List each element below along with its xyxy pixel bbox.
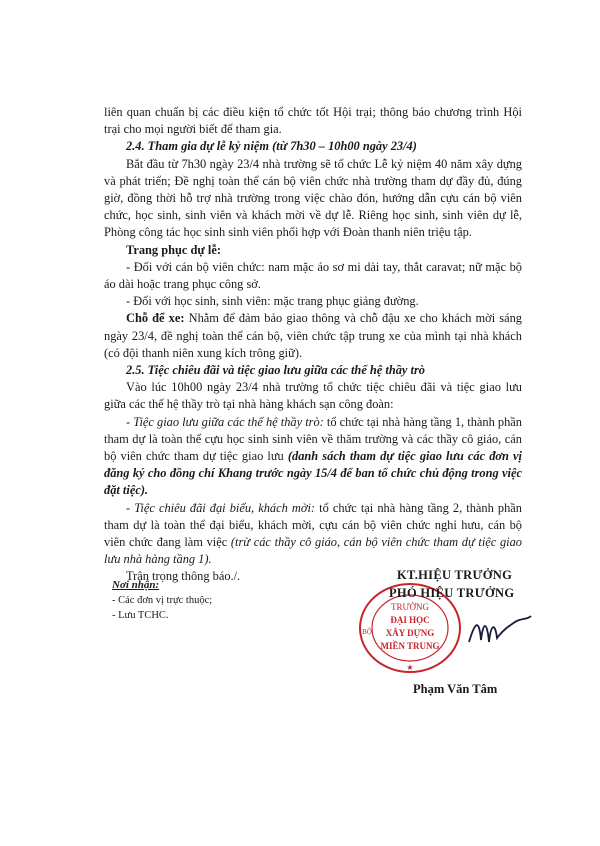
- paragraph-parking: [104, 310, 522, 362]
- exchange-party-note: (danh sách tham dự tiệc giao lưu các đơn vị đăng ký cho đồng chí Khang trước ngày 15/4 để ban tổ chức chủ động trong việc đặt tiệc).: [104, 449, 523, 498]
- handwritten-signature: [465, 612, 535, 652]
- document-body: [104, 104, 522, 586]
- paragraph-exchange-party: [104, 414, 522, 500]
- recipient-item: - Các đơn vị trực thuộc;: [112, 595, 213, 606]
- exchange-party-lead: - Tiệc giao lưu giữa các thế hệ thầy trò:: [126, 414, 324, 429]
- signature-title-line2: PHÓ HIỆU TRƯỞNG: [389, 586, 515, 600]
- section-heading-2-5: 2.5. Tiệc chiêu đãi và tiệc giao lưu giữa các thế hệ thầy trò: [126, 363, 425, 378]
- paragraph-intro: liên quan chuẩn bị các điều kiện tổ chức tốt Hội trại; thông báo chương trình Hội trại cho mọi người biết để tham gia.: [104, 105, 522, 137]
- signature-block: [355, 564, 555, 704]
- parking-heading: Chỗ để xe:: [126, 311, 185, 326]
- svg-text:ĐẠI HỌC: ĐẠI HỌC: [390, 615, 430, 625]
- svg-text:XÂY DỰNG: XÂY DỰNG: [385, 628, 435, 638]
- paragraph-ceremony: Bắt đầu từ 7h30 ngày 23/4 nhà trường sẽ tổ chức Lễ kỷ niệm 40 năm xây dựng và phát triển; Đề nghị toàn thể cán bộ viên chức nhà trường tham dự đầy đủ, đúng giờ, đồng thời hỗ trợ nhà trường trong việc chào đón, hướng dẫn cựu cán bộ viên chức, học sinh, sinh viên và khách mời về dự lễ. Riêng học sinh, sinh viên dự lễ, Phòng công tác học sinh sinh viên phối hợp với Đoàn thanh niên triệu tập.: [104, 156, 522, 240]
- section-heading-2-4: 2.4. Tham gia dự lễ kỷ niệm (từ 7h30 – 10h00 ngày 23/4): [126, 139, 417, 154]
- signature-title-line1: KT.HIỆU TRƯỞNG: [397, 568, 513, 582]
- guest-banquet-note: (trừ các thầy cô giáo, cán bộ viên chức tham dự tiệc giao lưu nhà hàng tầng 1).: [104, 535, 522, 567]
- guest-banquet-lead: - Tiệc chiêu đãi đại biểu, khách mời:: [126, 500, 316, 515]
- attire-students: - Đối với học sinh, sinh viên: mặc trang phục giảng đường.: [126, 294, 419, 309]
- exchange-party-text: tổ chức tại nhà hàng tầng 1, thành phần tham dự là toàn thể cựu học sinh sinh viên về thăm trường và các thầy cô giáo, cán bộ viên chức tham dự tiệc giao lưu: [104, 414, 522, 464]
- svg-text:MIỀN TRUNG: MIỀN TRUNG: [380, 641, 440, 651]
- attire-heading: Trang phục dự lễ:: [126, 242, 221, 257]
- recipients-heading: Nơi nhận:: [112, 579, 160, 591]
- parking-text: Nhằm để đảm bảo giao thông và chỗ đậu xe cho khách mời sáng ngày 23/4, đề nghị toàn thể cán bộ, viên chức tập trung xe của mình tại nhà khách (có đội thanh niên xung kích trông giữ).: [104, 311, 522, 360]
- recipient-item: - Lưu TCHC.: [112, 610, 169, 621]
- svg-text:TRƯỜNG: TRƯỜNG: [391, 602, 429, 612]
- paragraph-banquet: Vào lúc 10h00 ngày 23/4 nhà trường tổ chức tiệc chiêu đãi và tiệc giao lưu giữa các thế hệ thầy trò tại nhà hàng khách sạn công đoàn:: [104, 380, 522, 412]
- paragraph-guest-banquet: [104, 500, 522, 569]
- svg-text:BỘ: BỘ: [362, 628, 372, 636]
- signer-name: Phạm Văn Tâm: [413, 682, 498, 696]
- svg-text:★: ★: [406, 663, 414, 672]
- attire-staff: - Đối với cán bộ viên chức: nam mặc áo sơ mi dài tay, thắt caravat; nữ mặc bộ áo dài hoặc trang phục công sở.: [104, 259, 522, 292]
- recipients-block: [112, 578, 312, 623]
- closing-line: Trân trọng thông báo./.: [126, 569, 241, 584]
- guest-banquet-text: tổ chức tại nhà hàng tầng 2, thành phần tham dự là toàn thể đại biểu, khách mời, cựu cán bộ viên chức nghỉ hưu, cán bộ viên chức đang làm việc: [104, 500, 522, 550]
